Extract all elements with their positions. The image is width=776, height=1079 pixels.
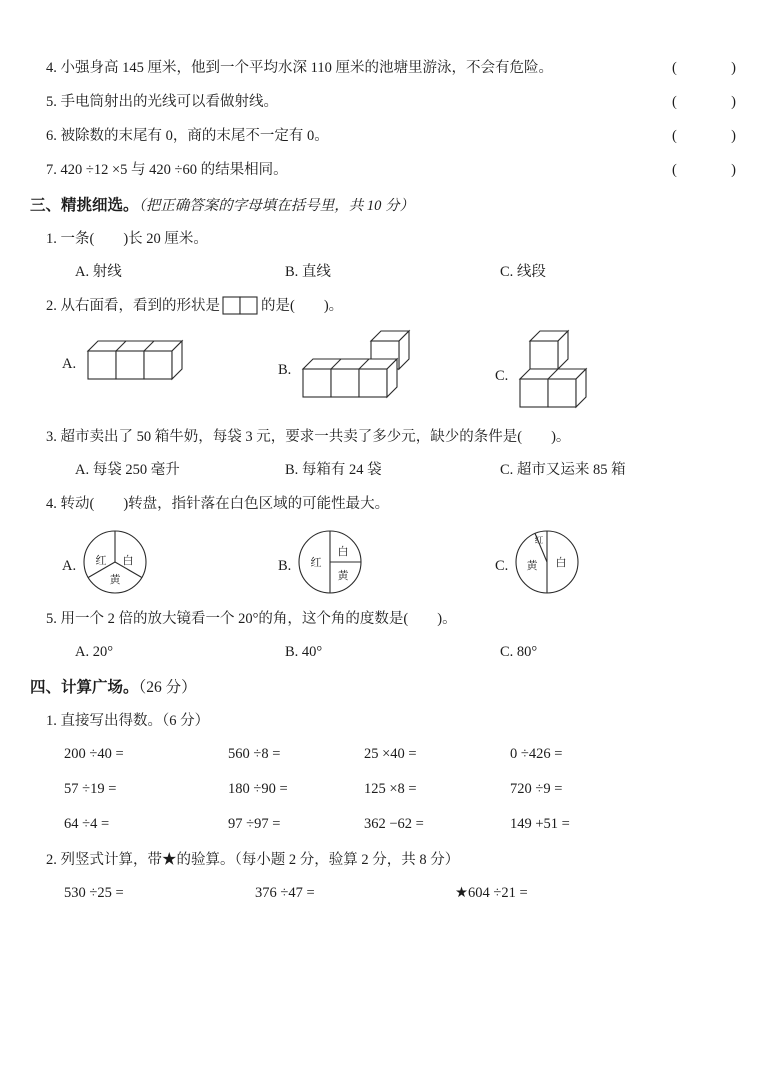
question-3: 3. 超市卖出了 50 箱牛奶，每袋 3 元，要求一共卖了多少元，缺少的条件是( )。 — [46, 429, 571, 445]
option-b: B. 直线 — [285, 264, 331, 280]
spinner-figures-row — [62, 527, 740, 597]
bracket-close: ) — [731, 128, 736, 144]
cube-figure-b — [295, 329, 419, 403]
bracket-open: ( — [672, 94, 677, 110]
answer-brackets — [672, 58, 736, 78]
spinner-c-white-label: 白 — [555, 557, 567, 569]
cube-b-label: B. — [278, 362, 292, 378]
answer-brackets — [672, 92, 736, 112]
mental-item: 180 ÷90 = — [228, 781, 288, 797]
question-5: 5. 用一个 2 倍的放大镜看一个 20°的角，这个角的度数是( )。 — [46, 611, 457, 627]
spinner-a-red-label: 红 — [95, 555, 107, 567]
vertical-calc-title: 2. 列竖式计算，带★的验算。（每小题 2 分，验算 2 分，共 8 分） — [46, 852, 460, 868]
spinner-option-b — [278, 527, 495, 597]
mental-item: 200 ÷40 = — [64, 746, 124, 762]
mental-item: 0 ÷426 = — [510, 746, 563, 762]
mental-item: 720 ÷9 = — [510, 781, 563, 797]
option-c: C. 超市又运来 85 箱 — [500, 462, 626, 478]
question-2 — [46, 296, 740, 316]
spinner-b-white-label: 白 — [337, 546, 349, 558]
option-a: A. 20° — [75, 644, 114, 660]
cube-c-label: C. — [495, 368, 509, 384]
spinner-b-yellow-label: 黄 — [337, 570, 349, 582]
mental-math-grid — [64, 744, 740, 834]
spinner-a-white-label: 白 — [122, 555, 134, 567]
bracket-open: ( — [672, 128, 677, 144]
cube-figure-a — [80, 329, 192, 391]
judge-item — [46, 160, 740, 180]
mental-item: 125 ×8 = — [364, 781, 417, 797]
cube-a-label: A. — [62, 356, 77, 372]
judge-text: 7. 420 ÷12 ×5 与 420 ÷60 的结果相同。 — [46, 162, 288, 178]
question-2-after: 的是( )。 — [261, 298, 344, 314]
judge-text: 6. 被除数的末尾有 0，商的末尾不一定有 0。 — [46, 128, 329, 144]
section3-title: 三、精挑细选。 — [30, 197, 139, 214]
spinner-option-c — [495, 527, 740, 597]
spinner-c-red-label: 红 — [535, 535, 544, 545]
vertical-item: 530 ÷25 = — [64, 885, 124, 901]
section3-note: （把正确答案的字母填在括号里，共 10 分） — [138, 198, 415, 214]
cube-figures-row — [62, 329, 740, 415]
spinner-figure-c — [512, 527, 582, 597]
mental-item: 64 ÷4 = — [64, 816, 110, 832]
spinner-c-yellow-label: 黄 — [526, 560, 538, 572]
option-a: A. 每袋 250 毫升 — [75, 462, 180, 478]
bracket-close: ) — [731, 60, 736, 76]
spinner-option-a — [62, 527, 278, 597]
judge-item — [46, 58, 740, 78]
cube-option-c — [495, 329, 740, 415]
mental-math-title: 1. 直接写出得数。（6 分） — [46, 713, 210, 729]
choice-section — [30, 196, 740, 662]
spinner-c-label: C. — [495, 558, 509, 574]
bracket-close: ) — [731, 94, 736, 110]
mental-item: 25 ×40 = — [364, 746, 417, 762]
vertical-item: 376 ÷47 = — [255, 885, 315, 901]
option-b: B. 40° — [285, 644, 323, 660]
section3-header — [30, 196, 740, 216]
spinner-b-label: B. — [278, 558, 292, 574]
question-1: 1. 一条( )长 20 厘米。 — [46, 231, 208, 247]
answer-brackets — [672, 126, 736, 146]
section4-title: 四、计算广场。 — [30, 679, 139, 696]
judge-text: 4. 小强身高 145 厘米，他到一个平均水深 110 厘米的池塘里游泳，不会有危险。 — [46, 60, 553, 76]
mental-item: 57 ÷19 = — [64, 781, 117, 797]
mental-item: 97 ÷97 = — [228, 816, 281, 832]
bracket-open: ( — [672, 162, 677, 178]
judge-item — [46, 126, 740, 146]
vertical-item: ★604 ÷21 = — [455, 885, 528, 901]
mental-item: 362 −62 = — [364, 816, 424, 832]
cube-option-b — [278, 329, 495, 403]
bracket-close: ) — [731, 162, 736, 178]
bracket-open: ( — [672, 60, 677, 76]
vertical-calc-row — [64, 883, 740, 903]
question-5-options — [75, 642, 740, 662]
answer-brackets — [672, 160, 736, 180]
section4-header — [30, 678, 740, 698]
question-1-options — [75, 262, 740, 282]
judge-text: 5. 手电筒射出的光线可以看做射线。 — [46, 94, 278, 110]
calc-section — [30, 678, 740, 903]
spinner-a-yellow-label: 黄 — [109, 574, 121, 586]
section4-note: （26 分） — [138, 679, 197, 696]
option-b: B. 每箱有 24 袋 — [285, 462, 382, 478]
option-c: C. 线段 — [500, 264, 546, 280]
judge-section — [30, 58, 740, 180]
spinner-figure-a — [80, 527, 150, 597]
cube-option-a — [62, 329, 278, 391]
mental-item: 560 ÷8 = — [228, 746, 281, 762]
spinner-b-red-label: 红 — [310, 557, 322, 569]
cube-figure-c — [512, 329, 608, 415]
option-c: C. 80° — [500, 644, 538, 660]
mental-item: 149 +51 = — [510, 816, 570, 832]
spinner-a-label: A. — [62, 558, 77, 574]
question-3-options — [75, 460, 740, 480]
judge-item — [46, 92, 740, 112]
two-squares-figure — [222, 296, 259, 316]
option-a: A. 射线 — [75, 264, 122, 280]
question-4: 4. 转动( )转盘，指针落在白色区域的可能性最大。 — [46, 496, 390, 512]
question-2-before: 2. 从右面看，看到的形状是 — [46, 298, 220, 314]
spinner-figure-b — [295, 527, 365, 597]
